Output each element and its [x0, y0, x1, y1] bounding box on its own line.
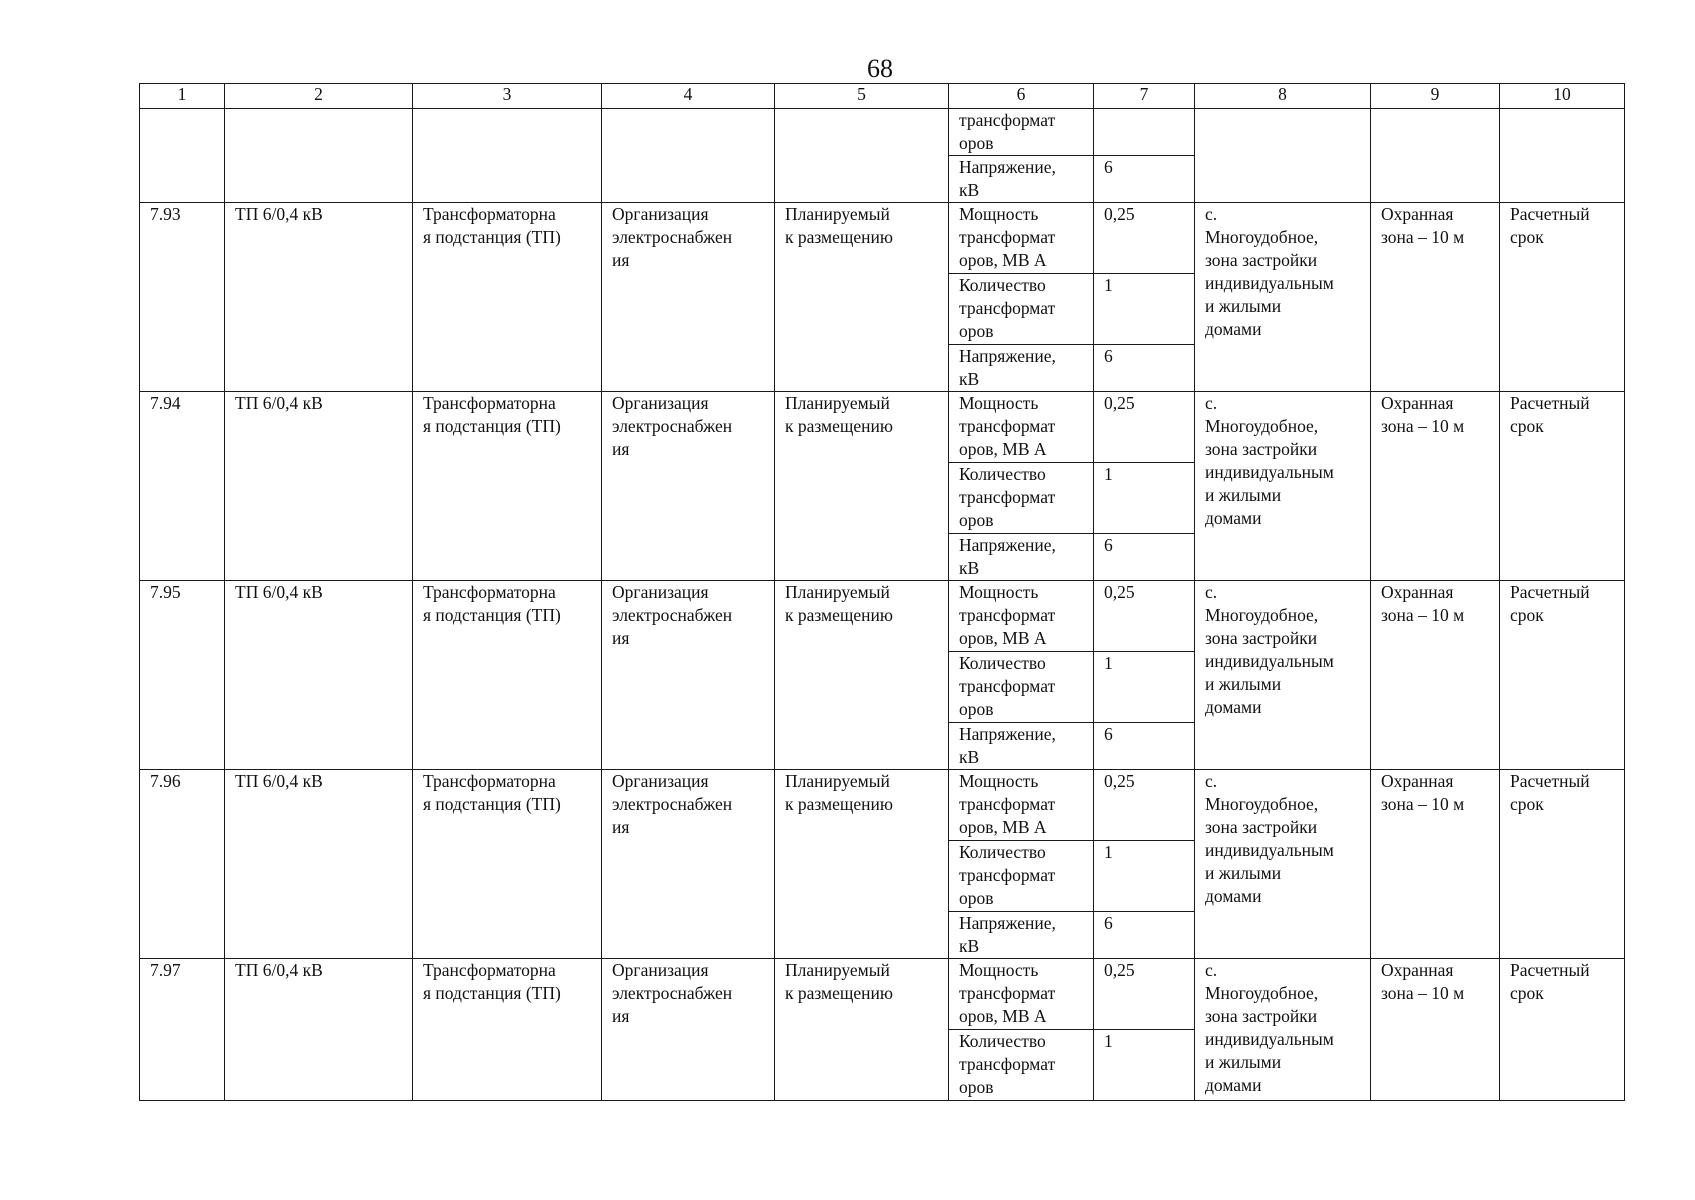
page-number: 68 [867, 54, 893, 83]
cell-zone-text: Охранная зона – 10 м [1381, 771, 1465, 814]
cell-spec-param [949, 109, 1094, 156]
cell-location [1195, 770, 1371, 959]
cell-term [1500, 770, 1625, 959]
cell-spec-value-text: 0,25 [1104, 771, 1135, 791]
cell-spec-value-text: 1 [1104, 842, 1113, 862]
cell-spec-param [949, 392, 1094, 463]
cell-term-text: Расчетный срок [1510, 771, 1590, 814]
cell-purpose [602, 203, 775, 392]
cell-spec-value [1094, 652, 1195, 723]
cell-spec-value-text: 0,25 [1104, 582, 1135, 602]
cell-spec-param [949, 534, 1094, 581]
cell-spec-value [1094, 392, 1195, 463]
cell-term-text: Расчетный срок [1510, 204, 1590, 247]
cell-purpose [602, 581, 775, 770]
cell-num-text: 7.93 [150, 204, 181, 224]
cell-purpose [602, 109, 775, 203]
cell-spec-param [949, 959, 1094, 1030]
column-header: 1 [140, 84, 225, 109]
cell-type-text: Трансформаторна я подстанция (ТП) [423, 771, 561, 814]
cell-num [140, 392, 225, 581]
cell-spec-value [1094, 156, 1195, 203]
cell-spec-param-text: Мощность трансформат оров, МВ А [959, 393, 1056, 459]
cell-spec-param-text: Количество трансформат оров [959, 464, 1056, 530]
cell-spec-param-text: Напряжение, кВ [959, 724, 1056, 767]
cell-spec-value-text: 1 [1104, 464, 1113, 484]
cell-purpose-text: Организация электроснабжен ия [612, 204, 733, 270]
cell-spec-value [1094, 841, 1195, 912]
cell-spec-value [1094, 534, 1195, 581]
cell-name [225, 203, 413, 392]
cell-spec-param [949, 156, 1094, 203]
cell-term-text: Расчетный срок [1510, 960, 1590, 1003]
cell-spec-param [949, 274, 1094, 345]
column-header: 9 [1371, 84, 1500, 109]
cell-type [413, 959, 602, 1101]
cell-spec-param-text: Напряжение, кВ [959, 913, 1056, 956]
cell-status [775, 959, 949, 1101]
cell-location [1195, 959, 1371, 1101]
cell-name [225, 959, 413, 1101]
cell-spec-value-text: 1 [1104, 275, 1113, 295]
cell-type-text: Трансформаторна я подстанция (ТП) [423, 393, 561, 436]
cell-spec-param-text: Мощность трансформат оров, МВ А [959, 771, 1056, 837]
cell-type [413, 770, 602, 959]
cell-name [225, 392, 413, 581]
table-row [140, 392, 1625, 463]
column-header: 6 [949, 84, 1094, 109]
cell-num-text: 7.94 [150, 393, 181, 413]
spec-param-text: Напряжение, кВ [959, 157, 1056, 200]
table-row [140, 770, 1625, 841]
cell-num-text: 7.96 [150, 771, 181, 791]
table-row [140, 581, 1625, 652]
cell-status [775, 109, 949, 203]
column-header: 2 [225, 84, 413, 109]
cell-status [775, 392, 949, 581]
cell-spec-value [1094, 203, 1195, 274]
cell-zone [1371, 770, 1500, 959]
facilities-table [139, 83, 1625, 1101]
cell-zone-text: Охранная зона – 10 м [1381, 582, 1465, 625]
table-row [140, 203, 1625, 274]
cell-term [1500, 392, 1625, 581]
cell-spec-param [949, 770, 1094, 841]
cell-type [413, 581, 602, 770]
cell-term [1500, 581, 1625, 770]
cell-spec-param [949, 581, 1094, 652]
cell-status-text: Планируемый к размещению [785, 204, 893, 247]
cell-num-text: 7.95 [150, 582, 181, 602]
cell-spec-value [1094, 723, 1195, 770]
cell-spec-value-text: 6 [1104, 346, 1113, 366]
cell-spec-param [949, 345, 1094, 392]
cell-spec-param-text: Мощность трансформат оров, МВ А [959, 582, 1056, 648]
cell-spec-value-text: 1 [1104, 653, 1113, 673]
cell-spec-param [949, 1030, 1094, 1101]
cell-zone [1371, 959, 1500, 1101]
cell-spec-param-text: Напряжение, кВ [959, 346, 1056, 389]
cell-status [775, 581, 949, 770]
cell-name-text: ТП 6/0,4 кВ [235, 771, 323, 791]
cell-spec-value [1094, 109, 1195, 156]
cell-num [140, 959, 225, 1101]
cell-spec-param-text: Мощность трансформат оров, МВ А [959, 960, 1056, 1026]
cell-term-text: Расчетный срок [1510, 393, 1590, 436]
cell-zone [1371, 109, 1500, 203]
cell-type-text: Трансформаторна я подстанция (ТП) [423, 582, 561, 625]
cell-location-text: с. Многоудобное, зона застройки индивидуальным и жилыми домами [1205, 582, 1334, 717]
cell-spec-param-text: Количество трансформат оров [959, 653, 1056, 719]
cell-name-text: ТП 6/0,4 кВ [235, 582, 323, 602]
cell-spec-param [949, 723, 1094, 770]
column-header: 8 [1195, 84, 1371, 109]
cell-type-text: Трансформаторна я подстанция (ТП) [423, 204, 561, 247]
cell-location-text: с. Многоудобное, зона застройки индивидуальным и жилыми домами [1205, 960, 1334, 1095]
cell-status-text: Планируемый к размещению [785, 393, 893, 436]
cell-status [775, 770, 949, 959]
cell-type [413, 392, 602, 581]
cell-spec-param [949, 912, 1094, 959]
column-header: 3 [413, 84, 602, 109]
cell-spec-param-text: Количество трансформат оров [959, 275, 1056, 341]
cell-spec-value [1094, 912, 1195, 959]
column-header: 7 [1094, 84, 1195, 109]
cell-location-text: с. Многоудобное, зона застройки индивидуальным и жилыми домами [1205, 393, 1334, 528]
cell-zone [1371, 581, 1500, 770]
cell-name-text: ТП 6/0,4 кВ [235, 204, 323, 224]
cell-type-text: Трансформаторна я подстанция (ТП) [423, 960, 561, 1003]
cell-spec-param [949, 463, 1094, 534]
cell-num [140, 770, 225, 959]
cell-num [140, 203, 225, 392]
cell-zone-text: Охранная зона – 10 м [1381, 204, 1465, 247]
cell-spec-param [949, 841, 1094, 912]
table-header [140, 84, 1625, 109]
cell-spec-value-text: 6 [1104, 724, 1113, 744]
cell-status-text: Планируемый к размещению [785, 771, 893, 814]
cell-spec-value-text: 1 [1104, 1031, 1113, 1051]
table-row [140, 959, 1625, 1030]
cell-spec-value [1094, 770, 1195, 841]
cell-term [1500, 203, 1625, 392]
cell-term-text: Расчетный срок [1510, 582, 1590, 625]
cell-spec-value [1094, 345, 1195, 392]
cell-purpose [602, 959, 775, 1101]
cell-num [140, 109, 225, 203]
cell-name [225, 109, 413, 203]
cell-num-text: 7.97 [150, 960, 181, 980]
column-header: 10 [1500, 84, 1625, 109]
cell-spec-value [1094, 581, 1195, 652]
cell-location [1195, 392, 1371, 581]
cell-purpose-text: Организация электроснабжен ия [612, 771, 733, 837]
spec-param-text: трансформат оров [959, 110, 1056, 153]
cell-status-text: Планируемый к размещению [785, 960, 893, 1003]
cell-location [1195, 203, 1371, 392]
cell-spec-value [1094, 959, 1195, 1030]
cell-name-text: ТП 6/0,4 кВ [235, 393, 323, 413]
cell-spec-value [1094, 274, 1195, 345]
cell-spec-value-text: 0,25 [1104, 960, 1135, 980]
cell-spec-param [949, 203, 1094, 274]
cell-name [225, 581, 413, 770]
cell-name [225, 770, 413, 959]
cell-spec-value-text: 6 [1104, 913, 1113, 933]
cell-zone-text: Охранная зона – 10 м [1381, 960, 1465, 1003]
cell-spec-value [1094, 1030, 1195, 1101]
cell-purpose-text: Организация электроснабжен ия [612, 960, 733, 1026]
cell-location [1195, 109, 1371, 203]
cell-spec-param-text: Мощность трансформат оров, МВ А [959, 204, 1056, 270]
table-body [140, 109, 1625, 1101]
cell-status-text: Планируемый к размещению [785, 582, 893, 625]
cell-spec-value-text: 0,25 [1104, 204, 1135, 224]
cell-spec-param-text: Количество трансформат оров [959, 1031, 1056, 1097]
cell-spec-param-text: Напряжение, кВ [959, 535, 1056, 578]
cell-status [775, 203, 949, 392]
column-header: 5 [775, 84, 949, 109]
cell-type [413, 109, 602, 203]
cell-name-text: ТП 6/0,4 кВ [235, 960, 323, 980]
cell-location [1195, 581, 1371, 770]
column-header: 4 [602, 84, 775, 109]
cell-spec-param [949, 652, 1094, 723]
cell-term [1500, 959, 1625, 1101]
cell-type [413, 203, 602, 392]
cell-term [1500, 109, 1625, 203]
cell-location-text: с. Многоудобное, зона застройки индивидуальным и жилыми домами [1205, 771, 1334, 906]
spec-value-text: 6 [1104, 157, 1113, 177]
cell-spec-value-text: 6 [1104, 535, 1113, 555]
table-row-continuation [140, 109, 1625, 156]
cell-zone [1371, 203, 1500, 392]
cell-purpose [602, 770, 775, 959]
column-numbers-row [140, 84, 1625, 109]
cell-location-text: с. Многоудобное, зона застройки индивидуальным и жилыми домами [1205, 204, 1334, 339]
cell-spec-param-text: Количество трансформат оров [959, 842, 1056, 908]
cell-purpose [602, 392, 775, 581]
cell-purpose-text: Организация электроснабжен ия [612, 393, 733, 459]
cell-spec-value-text: 0,25 [1104, 393, 1135, 413]
cell-zone [1371, 392, 1500, 581]
cell-num [140, 581, 225, 770]
cell-purpose-text: Организация электроснабжен ия [612, 582, 733, 648]
cell-spec-value [1094, 463, 1195, 534]
cell-zone-text: Охранная зона – 10 м [1381, 393, 1465, 436]
